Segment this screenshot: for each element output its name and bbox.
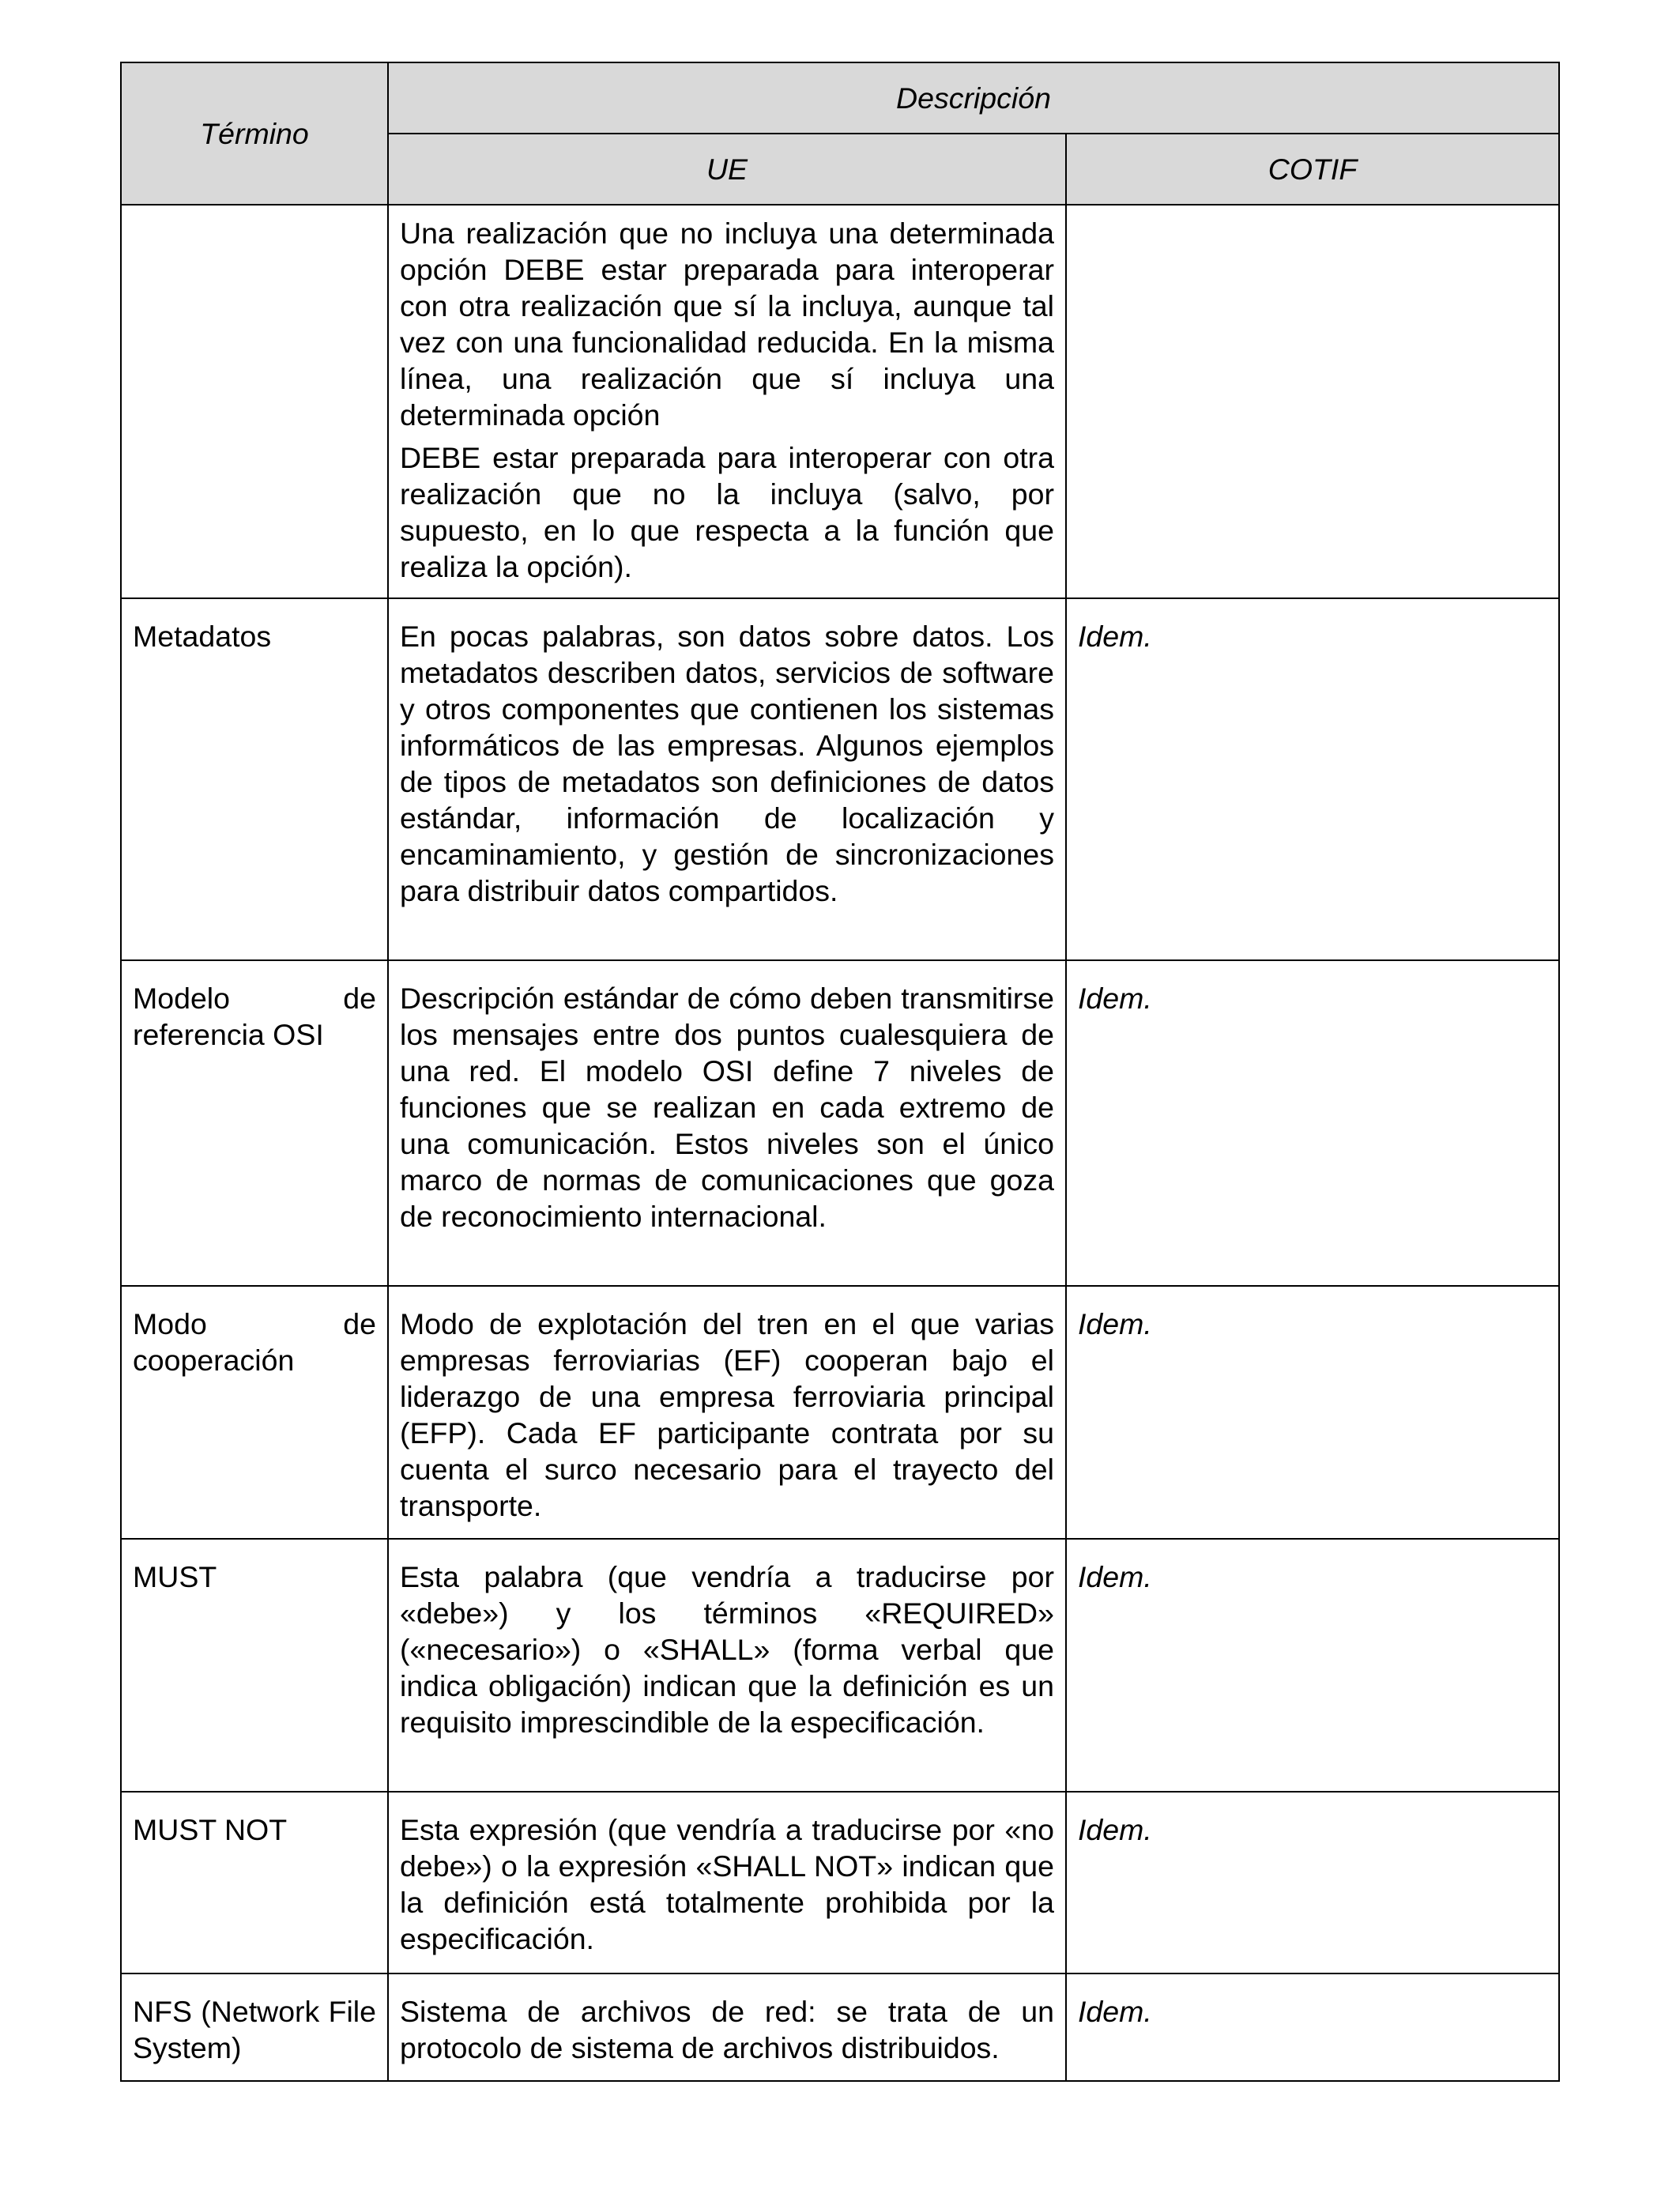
ue-description-cell (388, 205, 1066, 598)
cotif-cell: Idem. (1066, 1286, 1559, 1539)
table-row (121, 960, 1559, 1286)
description-paragraph: DEBE estar preparada para interoperar con otra realización que no la incluya (salvo, por supuesto, en lo que respecta a la función que realiza la opción). (400, 441, 1054, 583)
table-row (121, 1539, 1559, 1792)
table-row (121, 1286, 1559, 1539)
term-cell: Metadatos (121, 598, 388, 960)
ue-description-cell (388, 1973, 1066, 2081)
ue-description-cell (388, 1286, 1066, 1539)
term-cell (121, 205, 388, 598)
term-cell: NFS (Network File System) (121, 1973, 388, 2081)
cotif-cell: Idem. (1066, 1973, 1559, 2081)
cotif-cell: Idem. (1066, 598, 1559, 960)
table-body (121, 205, 1559, 2081)
table-row (121, 1792, 1559, 1973)
description-paragraph: Modo de explotación del tren en el que varias empresas ferroviarias (EF) cooperan bajo el liderazgo de una empresa ferroviaria principal (EFP). Cada EF participante contrata por su cuenta el surco necesario para el trayecto del transporte. (400, 1307, 1054, 1522)
term-cell: Modo de cooperación (121, 1286, 388, 1539)
header-ue: UE (388, 134, 1066, 205)
header-term: Término (121, 62, 388, 205)
ue-description-cell (388, 598, 1066, 960)
description-paragraph: Sistema de archivos de red: se trata de un protocolo de sistema de archivos distribuidos. (400, 1995, 1054, 2064)
table-row (121, 598, 1559, 960)
header-description: Descripción (388, 62, 1559, 134)
table-row (121, 205, 1559, 598)
description-paragraph: Una realización que no incluya una determinada opción DEBE estar preparada para interoperar con otra realización que sí la incluya, aunque tal vez con una funcionalidad reducida. En la misma línea, una realización que sí incluya una determinada opción (400, 217, 1054, 432)
ue-description-cell (388, 1792, 1066, 1973)
cotif-cell (1066, 205, 1559, 598)
description-paragraph: Esta expresión (que vendría a traducirse por «no debe») o la expresión «SHALL NOT» indican que la definición está totalmente prohibida por la especificación. (400, 1813, 1054, 1955)
cotif-cell: Idem. (1066, 1792, 1559, 1973)
description-paragraph: En pocas palabras, son datos sobre datos. Los metadatos describen datos, servicios de software y otros componentes que contienen los sistemas informáticos de las empresas. Algunos ejemplos de tipos de metadatos son definiciones de datos estándar, información de localización y encaminamiento, y gestión de sincronizaciones para distribuir datos compartidos. (400, 620, 1054, 907)
term-cell: MUST NOT (121, 1792, 388, 1973)
ue-description-cell (388, 1539, 1066, 1792)
ue-description-cell (388, 960, 1066, 1286)
table-header (121, 62, 1559, 205)
term-cell: Modelo de referencia OSI (121, 960, 388, 1286)
header-cotif: COTIF (1066, 134, 1559, 205)
description-paragraph: Descripción estándar de cómo deben transmitirse los mensajes entre dos puntos cualesquiera de una red. El modelo OSI define 7 niveles de funciones que se realizan en cada extremo de una comunicación. Estos niveles son el único marco de normas de comunicaciones que goza de reconocimiento internacional. (400, 982, 1054, 1233)
glossary-table (120, 62, 1560, 2082)
description-paragraph: Esta palabra (que vendría a traducirse por «debe») y los términos «REQUIRED» («necesario») o «SHALL» (forma verbal que indica obligación) indican que la definición es un requisito imprescindible de la especificación. (400, 1560, 1054, 1739)
table-row (121, 1973, 1559, 2081)
cotif-cell: Idem. (1066, 1539, 1559, 1792)
term-cell: MUST (121, 1539, 388, 1792)
cotif-cell: Idem. (1066, 960, 1559, 1286)
